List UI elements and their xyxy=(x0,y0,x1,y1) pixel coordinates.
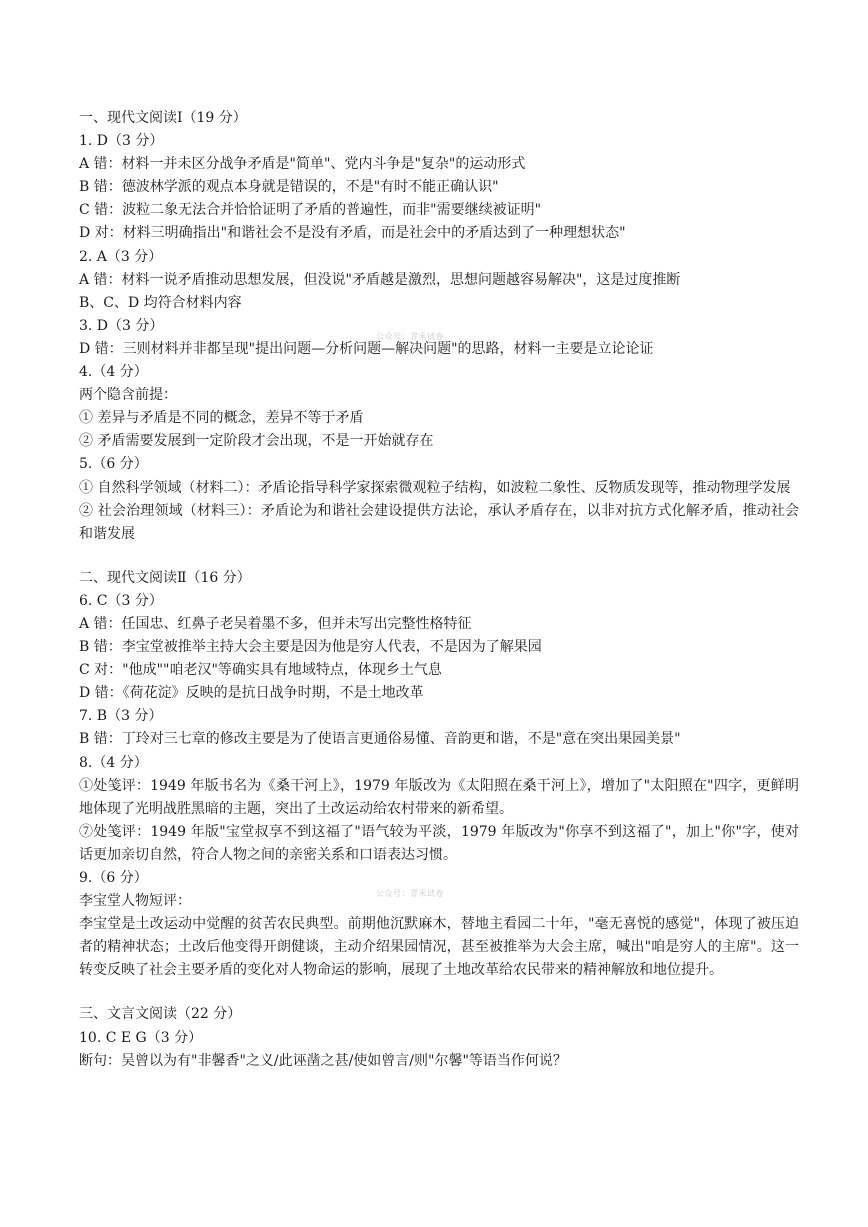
answer-line: 1. D（3 分） xyxy=(79,133,164,150)
answer-paragraph: ①处笺评：1949 年版书名为《桑干河上》，1979 年版改为《太阳照在桑干河上》，增加了"太阳照在"四字，更鲜明地体现了光明战胜黑暗的主题，突出了土改运动给农村带来的新希望。 xyxy=(79,777,799,817)
answer-line: 两个隐含前提： xyxy=(79,387,177,404)
watermark: 公众号：青禾试卷 xyxy=(376,332,444,341)
answer-line: ② 矛盾需要发展到一定阶段才会出现，不是一开始就存在 xyxy=(79,433,434,450)
answer-line: D 错：《荷花淀》反映的是抗日战争时期，不是土地改革 xyxy=(79,685,424,702)
section-modern-reading-2 xyxy=(79,567,799,983)
answer-line: C 对："他成""咱老汉"等确实具有地域特点，体现乡土气息 xyxy=(79,662,442,679)
answer-line: A 错：任国忠、红鼻子老吴着墨不多，但并未写出完整性格特征 xyxy=(79,615,472,632)
answer-line: 6. C（3 分） xyxy=(79,592,163,609)
section-heading: 三、文言文阅读（22 分） xyxy=(79,1006,242,1023)
answer-line: 4.（4 分） xyxy=(79,364,148,381)
answer-paragraph: ① 自然科学领域（材料二）：矛盾论指导科学家探索微观粒子结构，如波粒二象性、反物质发现等，推动物理学发展 xyxy=(79,479,791,496)
answer-line: D 错：三则材料并非都呈现"提出问题—分析问题—解决问题"的思路，材料一主要是立论论证 xyxy=(79,340,654,357)
watermark: 公众号：青禾试卷 xyxy=(376,889,444,898)
answer-line: 10. C E G（3 分） xyxy=(79,1029,203,1046)
answer-line: ① 差异与矛盾是不同的概念，差异不等于矛盾 xyxy=(79,410,364,427)
section-classical-reading xyxy=(79,1003,799,1072)
answer-key-page xyxy=(79,107,799,1073)
answer-line: 2. A（3 分） xyxy=(79,248,163,265)
answer-paragraph: ⑦处笺评：1949 年版"宝堂叔享不到这福了"语气较为平淡，1979 年版改为"你享不到这福了"，加上"你"字，使对话更加亲切自然，符合人物之间的亲密关系和口语表达习惯。 xyxy=(79,823,799,863)
answer-line: B 错：李宝堂被推举主持大会主要是因为他是穷人代表，不是因为了解果园 xyxy=(79,639,542,656)
answer-line: A 错：材料一并未区分战争矛盾是"简单"、党内斗争是"复杂"的运动形式 xyxy=(79,156,526,173)
answer-line: C 错：波粒二象无法合并恰恰证明了矛盾的普遍性，而非"需要继续被证明" xyxy=(79,202,542,219)
section-heading: 一、现代文阅读Ⅰ（19 分） xyxy=(79,110,247,126)
answer-line: 9.（6 分） xyxy=(79,870,148,886)
answer-line: D 对：材料三明确指出"和谐社会不是没有矛盾，而是社会中的矛盾达到了一种理想状态" xyxy=(79,225,626,242)
answer-line: B 错：德波林学派的观点本身就是错误的，不是"有时不能正确认识" xyxy=(79,179,499,196)
answer-line: A 错：材料一说矛盾推动思想发展，但没说"矛盾越是激烈，思想问题越容易解决"，这是过度推断 xyxy=(79,271,681,288)
section-gap xyxy=(79,546,799,567)
section-gap xyxy=(79,982,799,1003)
answer-line: B 错：丁玲对三七章的修改主要是为了使语言更通俗易懂、音韵更和谐，不是"意在突出果园美景" xyxy=(79,731,681,748)
answer-line: 李宝堂人物短评： xyxy=(79,893,191,910)
answer-paragraph: 李宝堂是土改运动中觉醒的贫苦农民典型。前期他沉默麻木，替地主看园二十年，"毫无喜悦的感觉"，体现了被压迫者的精神状态；土改后他变得开朗健谈，主动介绍果园情况，甚至被推举为大会主席，喊出"咱是穷人的主席"。这一转变反映了社会主要矛盾的变化对人物命运的影响，展现了土地改革给农民带来的精神解放和地位提升。 xyxy=(79,916,799,979)
answer-line: 8.（4 分） xyxy=(79,754,148,771)
answer-line: 断句：吴曾以为有"非馨香"之义/此诬凿之甚/使如曾言/则"尔馨"等语当作何说？ xyxy=(79,1052,567,1069)
answer-line: 7. B（3 分） xyxy=(79,708,163,725)
answer-line: 5.（6 分） xyxy=(79,456,148,473)
section-modern-reading-1 xyxy=(79,107,799,546)
answer-line: 3. D（3 分） xyxy=(79,317,164,334)
answer-line: B、C、D 均符合材料内容 xyxy=(79,294,242,311)
answer-paragraph: ② 社会治理领域（材料三）：矛盾论为和谐社会建设提供方法论，承认矛盾存在，以非对抗方式化解矛盾，推动社会和谐发展 xyxy=(79,502,799,542)
section-heading: 二、现代文阅读Ⅱ（16 分） xyxy=(79,569,251,586)
